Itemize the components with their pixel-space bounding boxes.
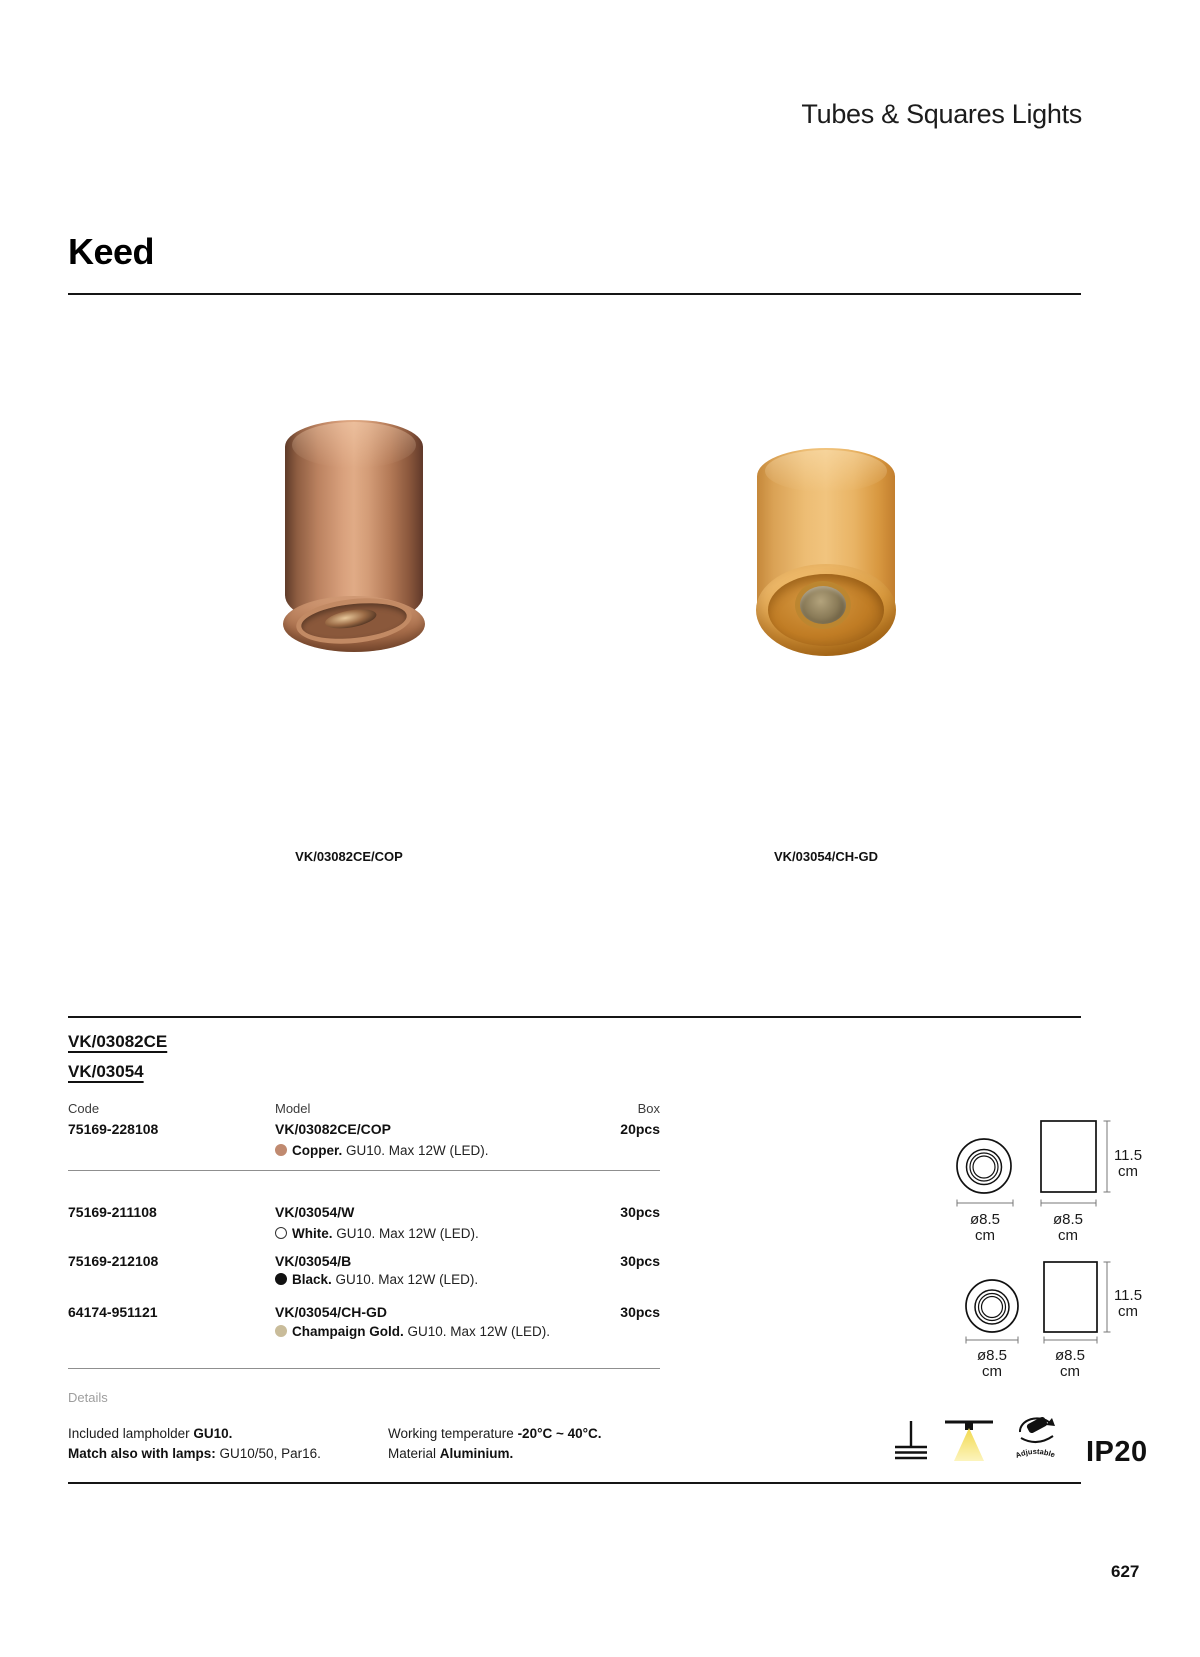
ceiling-light-beam-icon (943, 1417, 995, 1463)
height-label: 11.5 (1113, 1147, 1143, 1164)
box-quantity: 30pcs (620, 1304, 660, 1320)
details-text-bold: GU10. (193, 1426, 233, 1441)
height-label: 11.5 (1113, 1287, 1143, 1304)
details-text-bold: Aluminium. (439, 1446, 514, 1461)
finish-spec (275, 1226, 479, 1241)
spec-text: GU10. Max 12W (LED). (342, 1143, 489, 1158)
unit-label: cm (982, 1363, 1002, 1380)
lamp-lens (324, 606, 378, 632)
section-title: Tubes & Squares Lights (801, 99, 1082, 129)
details-line (68, 1424, 321, 1444)
unit-label: cm (975, 1227, 995, 1244)
box-quantity: 20pcs (620, 1121, 660, 1137)
adjustable-label: Adjustable (1014, 1446, 1057, 1460)
finish-dot (275, 1144, 287, 1156)
details-line (68, 1444, 321, 1464)
box-quantity: 30pcs (620, 1204, 660, 1220)
table-header-code: Code (68, 1101, 100, 1116)
row-divider (68, 1368, 660, 1369)
unit-label: cm (1058, 1227, 1078, 1244)
row-divider (68, 1170, 660, 1171)
details-text-bold: -20°C ~ 40°C. (517, 1426, 602, 1441)
adjustable-icon (1008, 1414, 1066, 1466)
product-code: 75169-211108 (68, 1204, 157, 1220)
spec-text: GU10. Max 12W (LED). (332, 1226, 479, 1241)
group-code-link: VK/03054 (68, 1062, 144, 1081)
diameter-label: ø8.5 (1052, 1211, 1084, 1228)
details-text: Included lampholder (68, 1426, 194, 1441)
svg-text:Adjustable (1014, 1447, 1056, 1460)
product-model: VK/03082CE/COP (275, 1121, 391, 1137)
ip-rating: IP20 (1086, 1436, 1148, 1468)
product-code: 75169-212108 (68, 1253, 159, 1269)
finish-name: Black. (292, 1272, 332, 1287)
spec-text: GU10. Max 12W (LED). (331, 1272, 479, 1287)
details-right-column (388, 1424, 602, 1464)
product-caption: VK/03082CE/COP (295, 849, 403, 864)
finish-name: White. (292, 1226, 333, 1241)
cylinder-base (756, 564, 896, 656)
details-text: Material (388, 1446, 440, 1461)
unit-label: cm (1118, 1303, 1138, 1320)
finish-dot (275, 1227, 287, 1239)
unit-label: cm (1118, 1163, 1138, 1180)
finish-dot (275, 1273, 287, 1285)
unit-label: cm (1060, 1363, 1080, 1380)
product-photo-copper (283, 420, 425, 652)
details-label: Details (68, 1390, 108, 1405)
details-line (388, 1424, 602, 1444)
title-divider (68, 293, 1081, 295)
dimension-set-2 (966, 1262, 1111, 1344)
table-header-model: Model (275, 1101, 311, 1116)
product-photo-champaign-gold (756, 448, 896, 656)
group-code-link: VK/03082CE (68, 1032, 168, 1051)
dimension-diagrams (900, 1095, 1168, 1390)
ground-connection-icon (893, 1420, 929, 1464)
page-title: Keed (68, 231, 155, 272)
page-number: 627 (1111, 1562, 1140, 1581)
product-caption: VK/03054/CH-GD (773, 849, 879, 864)
details-left-column (68, 1424, 321, 1464)
finish-spec (275, 1143, 489, 1158)
gimbal-ring (294, 593, 414, 649)
cylinder-interior (768, 574, 884, 646)
finish-name: Champaign Gold. (292, 1324, 404, 1339)
footer-divider (68, 1482, 1081, 1484)
dimension-set-1 (957, 1121, 1111, 1207)
diameter-label: ø8.5 (1054, 1347, 1086, 1364)
finish-dot (275, 1325, 287, 1337)
product-model: VK/03054/B (275, 1253, 352, 1269)
cylinder-base (283, 596, 425, 652)
finish-spec (275, 1272, 478, 1287)
finish-name: Copper. (292, 1143, 343, 1158)
details-line (388, 1444, 602, 1464)
details-text: Working temperature (388, 1426, 518, 1441)
diameter-label: ø8.5 (976, 1347, 1008, 1364)
details-text-bold: Match also with lamps: (68, 1446, 216, 1461)
lamp-lens (800, 586, 846, 624)
box-quantity: 30pcs (620, 1253, 660, 1269)
product-model: VK/03054/CH-GD (275, 1304, 388, 1320)
diameter-label: ø8.5 (969, 1211, 1001, 1228)
product-model: VK/03054/W (275, 1204, 355, 1220)
product-code: 75169-228108 (68, 1121, 159, 1137)
finish-spec (275, 1324, 550, 1339)
spec-text: GU10. Max 12W (LED). (403, 1324, 551, 1339)
details-text: GU10/50, Par16. (215, 1446, 321, 1461)
product-code: 64174-951121 (68, 1304, 158, 1320)
table-header-box: Box (637, 1101, 660, 1116)
section-divider (68, 1016, 1081, 1018)
